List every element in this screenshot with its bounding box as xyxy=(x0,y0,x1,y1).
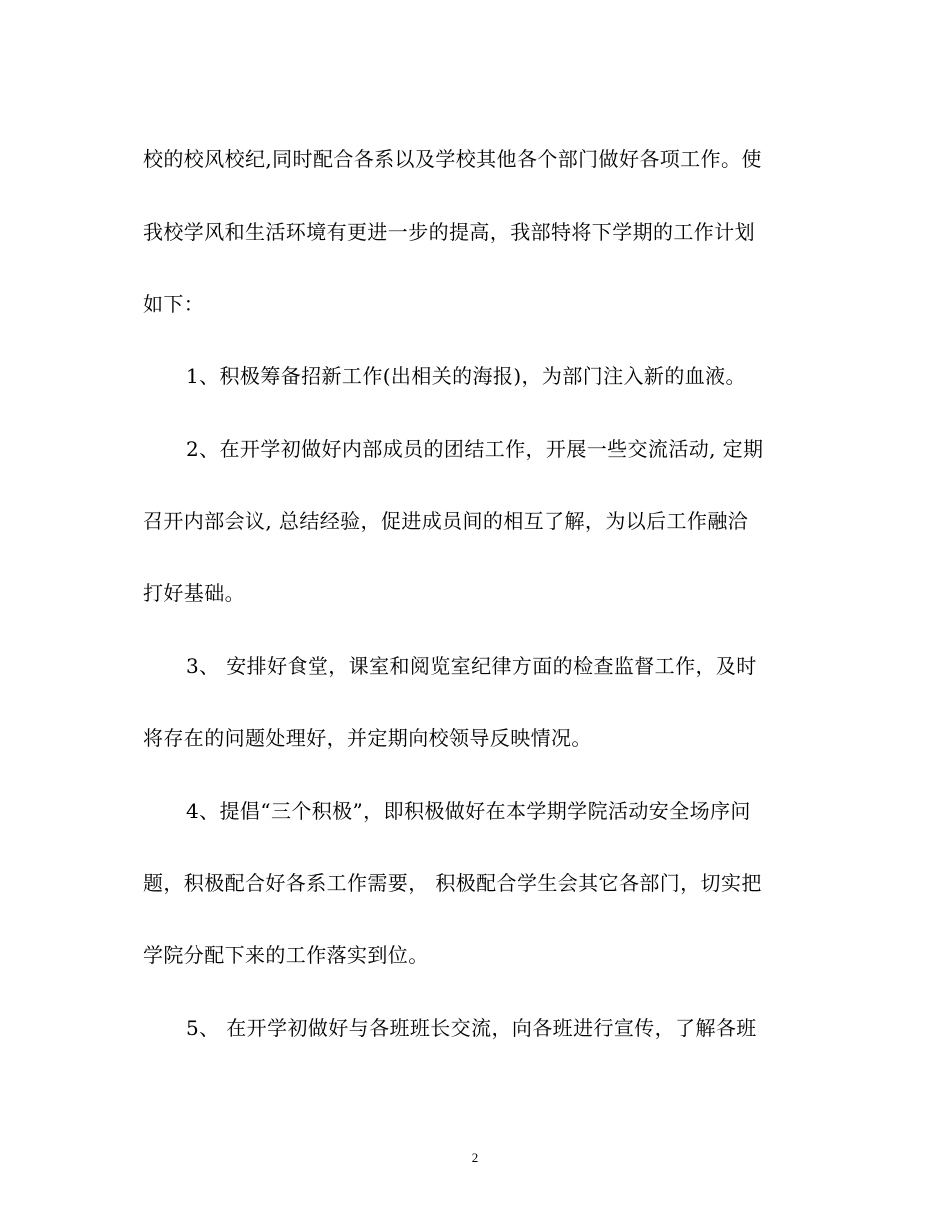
list-item-1-line-1: 1、积极筹备招新工作(出相关的海报)，为部门注入新的血液。 xyxy=(186,364,746,388)
list-item-3-line-1: 3、 安排好食堂，课室和阅览室纪律方面的检查监督工作，及时 xyxy=(186,654,757,678)
list-item-4-line-3: 学院分配下来的工作落实到位。 xyxy=(143,943,429,967)
page-number: 2 xyxy=(471,1150,479,1165)
list-item-5-line-1: 5、 在开学初做好与各班班长交流，向各班进行宣传，了解各班 xyxy=(186,1016,757,1040)
list-item-2-line-3: 打好基础。 xyxy=(143,581,245,605)
list-item-3-line-2: 将存在的问题处理好，并定期向校领导反映情况。 xyxy=(143,726,592,750)
list-item-2-line-1: 2、在开学初做好内部成员的团结工作，开展一些交流活动, 定期 xyxy=(186,437,764,461)
text-line-1: 校的校风校纪,同时配合各系以及学校其他各个部门做好各项工作。使 xyxy=(143,147,762,171)
list-item-4-line-1: 4、提倡“三个积极”，即积极做好在本学期学院活动安全场序问 xyxy=(186,799,751,823)
text-line-2: 我校学风和生活环境有更进一步的提高，我部特将下学期的工作计划 xyxy=(143,220,755,244)
list-item-2-line-2: 召开内部会议, 总结经验，促进成员间的相互了解，为以后工作融洽 xyxy=(143,509,749,533)
list-item-4-line-2: 题，积极配合好各系工作需要， 积极配合学生会其它各部门，切实把 xyxy=(143,871,762,895)
text-line-3: 如下： xyxy=(143,292,205,316)
